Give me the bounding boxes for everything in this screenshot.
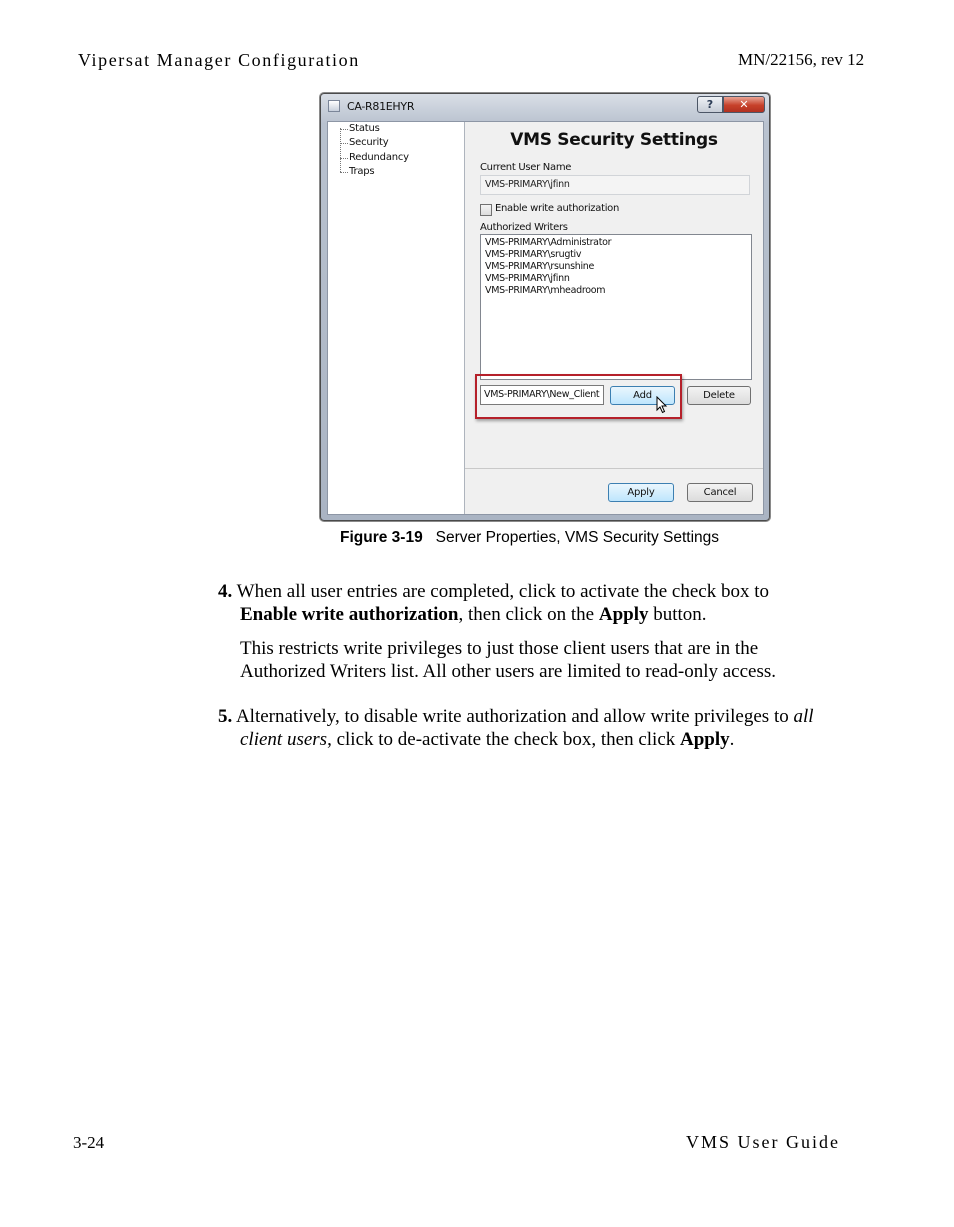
- help-icon: ?: [706, 98, 714, 111]
- tree-item-redundancy[interactable]: Redundancy: [349, 152, 409, 163]
- dialog-title: CA-R81EHYR: [347, 100, 415, 113]
- list-item[interactable]: VMS-PRIMARY\srugtiv: [485, 249, 582, 260]
- new-writer-input[interactable]: VMS-PRIMARY\New_Client: [480, 385, 604, 405]
- running-header-title: Vipersat Manager Configuration: [78, 50, 360, 70]
- tree-connector: [340, 129, 348, 130]
- step-bold-term: Apply: [598, 604, 649, 625]
- step-4: [218, 580, 878, 626]
- security-settings-panel: [465, 122, 763, 514]
- apply-button[interactable]: [608, 483, 674, 502]
- step-text: , then click on the: [458, 604, 599, 625]
- dialog-client-area: [327, 121, 764, 515]
- step-text: button.: [648, 604, 707, 625]
- mouse-pointer-icon: [656, 396, 668, 414]
- page-number: 3-24: [73, 1133, 105, 1152]
- tree-connector-line: [340, 128, 341, 172]
- list-item[interactable]: VMS-PRIMARY\Administrator: [485, 237, 612, 248]
- figure-caption: [340, 529, 719, 547]
- tree-item-traps[interactable]: Traps: [349, 166, 375, 177]
- step-text: .: [729, 729, 735, 750]
- figure-caption-text: Server Properties, VMS Security Settings: [435, 529, 720, 546]
- tree-item-status[interactable]: Status: [349, 123, 380, 134]
- footer-guide-title: VMS User Guide: [686, 1132, 840, 1152]
- step-italic-term: all: [793, 706, 814, 727]
- tree-item-security[interactable]: Security: [349, 137, 389, 148]
- help-button[interactable]: [697, 96, 723, 113]
- step-number: 4.: [218, 581, 233, 602]
- list-item[interactable]: VMS-PRIMARY\rsunshine: [485, 261, 595, 272]
- cancel-button[interactable]: [687, 483, 753, 502]
- enable-write-authorization-checkbox[interactable]: [480, 204, 492, 216]
- delete-button[interactable]: [687, 386, 751, 405]
- list-item[interactable]: VMS-PRIMARY\jfinn: [485, 273, 570, 284]
- delete-button-label: Delete: [703, 390, 735, 401]
- list-item[interactable]: VMS-PRIMARY\mheadroom: [485, 285, 606, 296]
- step-number: 5.: [218, 706, 233, 727]
- step-text: , click to de-activate the check box, then click: [327, 729, 681, 750]
- enable-write-authorization-label[interactable]: Enable write authorization: [495, 203, 620, 214]
- authorized-writers-label: Authorized Writers: [480, 222, 568, 233]
- add-button-label: Add: [633, 390, 652, 401]
- step-text: Alternatively, to disable write authorization and allow write privileges to: [235, 706, 794, 727]
- step-bold-term: Enable write authorization: [240, 604, 459, 625]
- cancel-button-label: Cancel: [703, 487, 737, 498]
- apply-button-label: Apply: [627, 487, 655, 498]
- current-user-label: Current User Name: [480, 162, 572, 173]
- authorized-writers-list[interactable]: [480, 234, 752, 380]
- running-header-docnum: MN/22156, rev 12: [738, 50, 865, 69]
- step-italic-term: client users: [240, 729, 328, 750]
- window-icon: [328, 100, 340, 112]
- figure-number: Figure 3-19: [340, 529, 423, 546]
- tree-connector: [340, 172, 348, 173]
- step-text: When all user entries are completed, click to activate the check box to: [236, 581, 769, 602]
- note-line: This restricts write privileges to just those client users that are in the: [240, 638, 759, 659]
- server-properties-dialog: [320, 93, 770, 521]
- step-4-note: [240, 637, 880, 683]
- tree-connector: [340, 143, 348, 144]
- current-user-field: VMS-PRIMARY\jfinn: [480, 175, 750, 195]
- close-button[interactable]: [723, 96, 765, 113]
- note-line: Authorized Writers list. All other users are limited to read-only access.: [240, 661, 777, 682]
- navigation-tree: [328, 122, 465, 514]
- close-icon: ✕: [739, 98, 749, 111]
- button-bar-separator: [465, 468, 763, 469]
- tree-connector: [340, 158, 348, 159]
- dialog-titlebar: [321, 94, 769, 118]
- panel-heading: VMS Security Settings: [510, 130, 718, 150]
- step-5: [218, 705, 888, 751]
- step-bold-term: Apply: [680, 729, 730, 750]
